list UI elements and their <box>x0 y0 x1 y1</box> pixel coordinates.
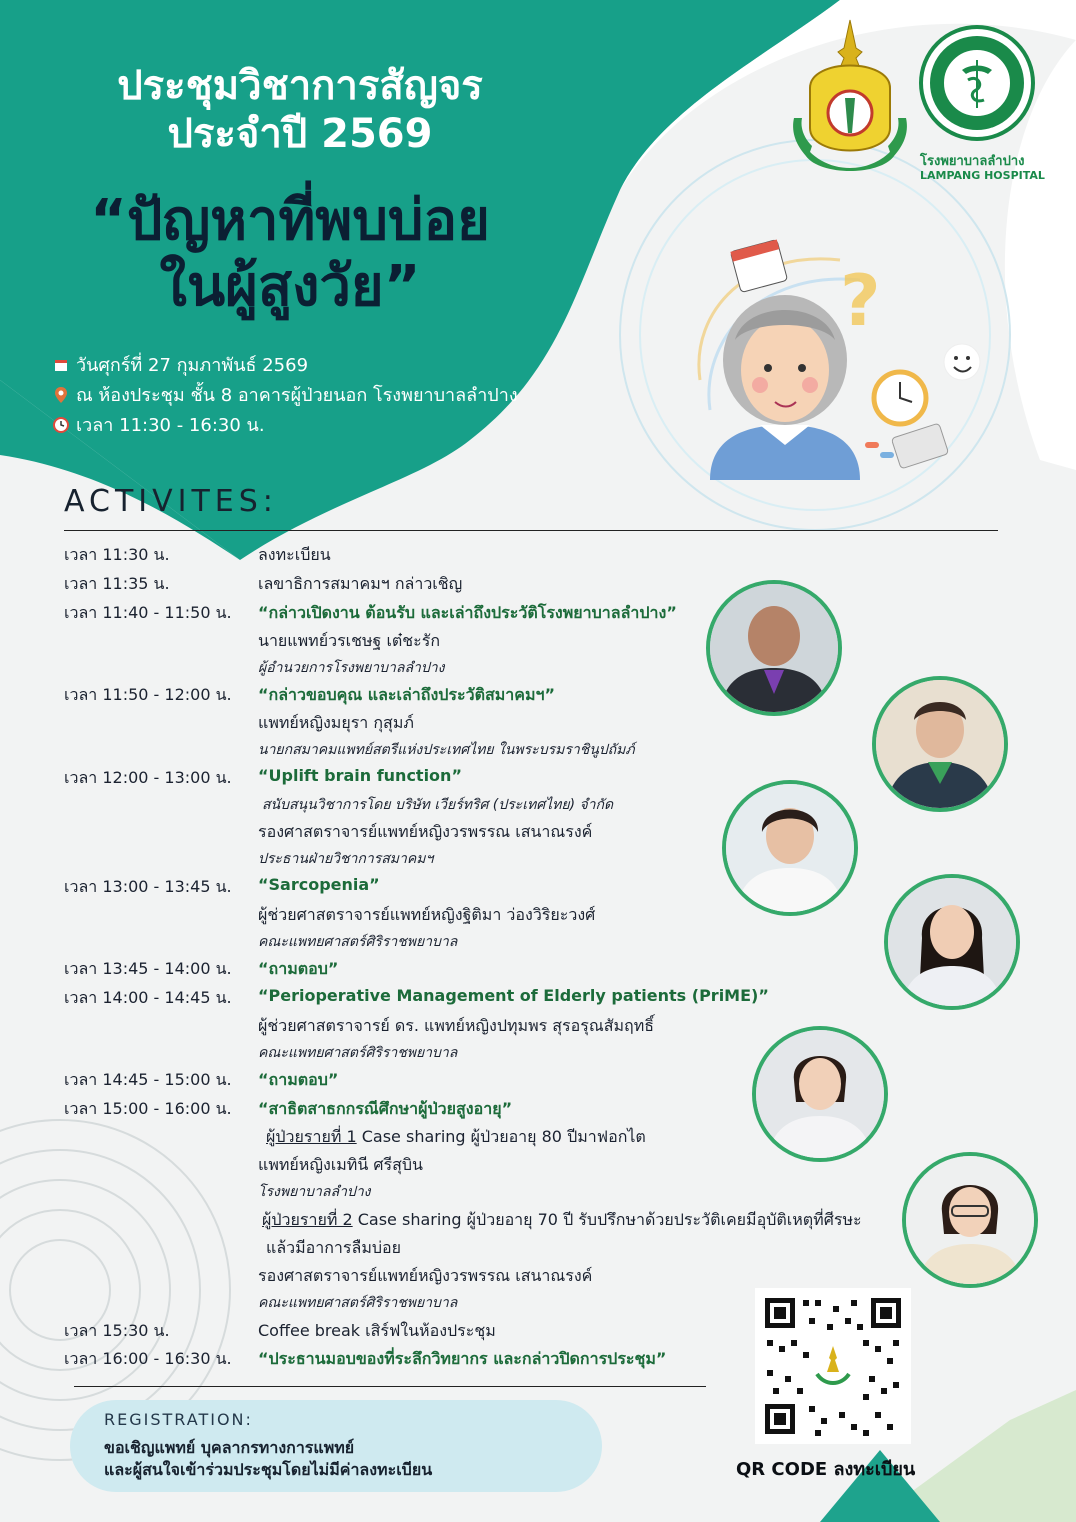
association-emblem-logo <box>790 18 910 188</box>
speaker-affiliation: นายกสมาคมแพทย์สตรีแห่งประเทศไทย ในพระบรมราชินูปถัมภ์ <box>258 742 635 758</box>
schedule-item-title: “Uplift brain function” <box>258 766 462 785</box>
clock-icon <box>52 416 70 434</box>
case-2-label: ผู้ป่วยรายที่ 2 <box>262 1210 353 1229</box>
registration-heading: REGISTRATION: <box>104 1410 253 1429</box>
speaker-affiliation: คณะแพทยศาสตร์ศิริราชพยาบาล <box>258 934 458 950</box>
schedule-time: เวลา 13:00 - 13:45 น. <box>64 877 232 896</box>
elderly-woman-illustration <box>690 230 990 490</box>
schedule-time: เวลา 14:00 - 14:45 น. <box>64 988 232 1007</box>
schedule-time: เวลา 16:00 - 16:30 น. <box>64 1349 232 1368</box>
schedule-item-title: “ประธานมอบของที่ระลึกวิทยากร และกล่าวปิดการประชุม” <box>258 1349 667 1368</box>
schedule-item-title: “Perioperative Management of Elderly patients (PriME)” <box>258 986 769 1005</box>
speaker-photo <box>722 780 858 916</box>
speaker-affiliation: คณะแพทยศาสตร์ศิริราชพยาบาล <box>258 1295 458 1311</box>
speaker-photo <box>872 676 1008 812</box>
speaker-name: แพทย์หญิงมยุรา กุสุมภ์ <box>258 713 414 732</box>
schedule-time: เวลา 15:30 น. <box>64 1321 170 1340</box>
case-2-line <box>262 1208 862 1233</box>
svg-text:?: ? <box>840 260 881 342</box>
event-location: ณ ห้องประชุม ชั้น 8 อาคารผู้ป่วยนอก โรงพยาบาลลำปาง <box>52 380 518 409</box>
case-1-text: Case sharing ผู้ป่วยอายุ 80 ปีมาฟอกไต <box>356 1127 646 1146</box>
schedule-bottom-divider <box>74 1386 706 1387</box>
schedule-item-title: “ถามตอบ” <box>258 959 339 978</box>
speaker-photo <box>706 580 842 716</box>
schedule-time: เวลา 13:45 - 14:00 น. <box>64 959 232 978</box>
event-date: วันศุกร์ที่ 27 กุมภาพันธ์ 2569 <box>52 350 308 379</box>
schedule-item-title: “Sarcopenia” <box>258 875 380 894</box>
speaker-affiliation: ผู้อำนวยการโรงพยาบาลลำปาง <box>258 660 445 676</box>
hospital-name-thai: โรงพยาบาลลำปาง <box>920 154 1025 169</box>
case-1-label: ผู้ป่วยรายที่ 1 <box>266 1127 357 1146</box>
speaker-affiliation: โรงพยาบาลลำปาง <box>258 1184 371 1200</box>
speaker-affiliation: คณะแพทยศาสตร์ศิริราชพยาบาล <box>258 1045 458 1061</box>
schedule-item-title: “กล่าวเปิดงาน ต้อนรับ และเล่าถึงประวัติโรงพยาบาลลำปาง” <box>258 603 677 622</box>
schedule-item-title: “กล่าวขอบคุณ และเล่าถึงประวัติสมาคมฯ” <box>258 685 556 704</box>
schedule-item-title: “ถามตอบ” <box>258 1070 339 1089</box>
registration-line-1: ขอเชิญแพทย์ บุคลากรทางการแพทย์ <box>104 1438 355 1457</box>
speaker-name: นายแพทย์วรเชษฐ เต๋ชะรัก <box>258 631 441 650</box>
event-series-title: ประชุมวิชาการสัญจร ประจำปี 2569 <box>117 63 483 157</box>
speaker-photo <box>884 874 1020 1010</box>
speaker-name: แพทย์หญิงเมทินี ศรีสุบิน <box>258 1155 423 1174</box>
schedule-time: เวลา 12:00 - 13:00 น. <box>64 768 232 787</box>
ministry-of-public-health-logo <box>918 24 1036 142</box>
speaker-photo <box>902 1152 1038 1288</box>
calendar-icon <box>52 356 70 374</box>
schedule-item-title: “สาธิตสาธกกรณีศึกษาผู้ป่วยสูงอายุ” <box>258 1099 513 1118</box>
speaker-photo <box>752 1026 888 1162</box>
map-pin-icon <box>52 386 70 404</box>
event-topic-title: “ปัญหาที่พบบ่อย ในผู้สูงวัย” <box>90 188 490 319</box>
event-time: เวลา 11:30 - 16:30 น. <box>52 410 265 439</box>
speaker-name: รองศาสตราจารย์แพทย์หญิงวรพรรณ เสนาณรงค์ <box>258 1266 593 1285</box>
speaker-affiliation: ประธานฝ่ายวิชาการสมาคมฯ <box>258 851 434 867</box>
schedule-time: เวลา 14:45 - 15:00 น. <box>64 1070 232 1089</box>
speaker-name: รองศาสตราจารย์แพทย์หญิงวรพรรณ เสนาณรงค์ <box>258 822 593 841</box>
case-2-text-continued: แล้วมีอาการลืมบ่อย <box>266 1238 401 1257</box>
schedule-time: เวลา 11:30 น. <box>64 545 170 564</box>
speaker-name: ผู้ช่วยศาสตราจารย์แพทย์หญิงฐิติมา ว่องวิริยะวงศ์ <box>258 905 596 924</box>
case-1-line <box>266 1125 646 1150</box>
schedule-item-title: ลงทะเบียน <box>258 545 331 564</box>
hospital-name-english: LAMPANG HOSPITAL <box>920 169 1045 182</box>
schedule-item-title: เลขาธิการสมาคมฯ กล่าวเชิญ <box>258 574 463 593</box>
schedule-time: เวลา 11:35 น. <box>64 574 170 593</box>
schedule-time: เวลา 11:50 - 12:00 น. <box>64 685 232 704</box>
case-2-text: Case sharing ผู้ป่วยอายุ 70 ปี รับปรึกษาด้วยประวัติเคยมีอุบัติเหตุที่ศีรษะ <box>352 1210 862 1229</box>
activities-divider <box>64 530 998 531</box>
activities-heading: ACTIVITES: <box>64 484 278 519</box>
registration-qr-code[interactable] <box>755 1288 911 1444</box>
sponsor-note: สนับสนุนวิชาการโดย บริษัท เวียร์ทริศ (ประเทศไทย) จำกัด <box>262 797 614 813</box>
qr-code-label: QR CODE ลงทะเบียน <box>736 1459 916 1480</box>
schedule-time: เวลา 15:00 - 16:00 น. <box>64 1099 232 1118</box>
schedule-item-title: Coffee break เสิร์ฟในห้องประชุม <box>258 1321 496 1340</box>
speaker-name: ผู้ช่วยศาสตราจารย์ ดร. แพทย์หญิงปทุมพร สุรอรุณสัมฤทธิ์ <box>258 1016 655 1035</box>
schedule-time: เวลา 11:40 - 11:50 น. <box>64 603 232 622</box>
registration-line-2: และผู้สนใจเข้าร่วมประชุมโดยไม่มีค่าลงทะเบียน <box>104 1460 433 1479</box>
